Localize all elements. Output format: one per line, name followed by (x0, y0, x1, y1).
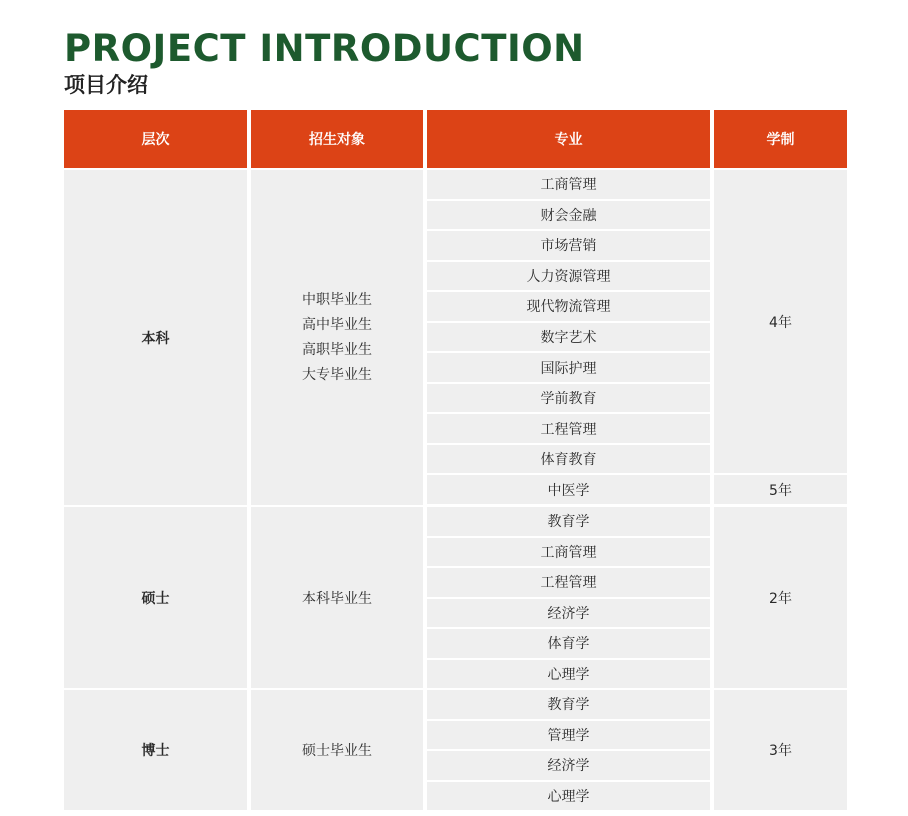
target-item: 大专毕业生 (302, 366, 372, 383)
years-column (714, 170, 847, 505)
major-list (427, 170, 710, 505)
major-cell: 管理学 (427, 721, 710, 750)
major-cell: 工程管理 (427, 568, 710, 597)
major-cell: 国际护理 (427, 353, 710, 382)
target-cell (251, 170, 423, 505)
major-list (427, 507, 710, 688)
major-list (427, 690, 710, 810)
target-cell: 本科毕业生 (251, 507, 423, 688)
major-cell: 心理学 (427, 782, 710, 811)
level-cell: 博士 (64, 690, 247, 810)
major-cell: 中医学 (427, 475, 710, 504)
level-cell: 硕士 (64, 507, 247, 688)
header-major: 专业 (427, 110, 710, 168)
years-cell: 2年 (714, 507, 847, 688)
page-title-cn: 项目介绍 (64, 73, 148, 97)
major-cell: 体育学 (427, 629, 710, 658)
major-cell: 心理学 (427, 660, 710, 689)
major-cell: 市场营销 (427, 231, 710, 260)
major-cell: 学前教育 (427, 384, 710, 413)
major-cell: 工商管理 (427, 538, 710, 567)
target-item: 高职毕业生 (302, 341, 372, 358)
major-cell: 数字艺术 (427, 323, 710, 352)
target-cell: 硕士毕业生 (251, 690, 423, 810)
major-cell: 教育学 (427, 690, 710, 719)
years-cell: 4年 (714, 170, 847, 473)
major-cell: 经济学 (427, 751, 710, 780)
major-cell: 财会金融 (427, 201, 710, 230)
page-title-en: PROJECT INTRODUCTION (64, 27, 585, 70)
target-item: 中职毕业生 (302, 291, 372, 308)
years-cell: 3年 (714, 690, 847, 810)
major-cell: 工程管理 (427, 414, 710, 443)
level-cell: 本科 (64, 170, 247, 505)
major-cell: 体育教育 (427, 445, 710, 474)
header-level: 层次 (64, 110, 247, 168)
years-cell: 5年 (714, 475, 847, 504)
major-cell: 经济学 (427, 599, 710, 628)
header-target: 招生对象 (251, 110, 423, 168)
major-cell: 教育学 (427, 507, 710, 536)
major-cell: 人力资源管理 (427, 262, 710, 291)
program-table (64, 110, 845, 810)
target-item: 高中毕业生 (302, 316, 372, 333)
major-cell: 现代物流管理 (427, 292, 710, 321)
header-years: 学制 (714, 110, 847, 168)
major-cell: 工商管理 (427, 170, 710, 199)
